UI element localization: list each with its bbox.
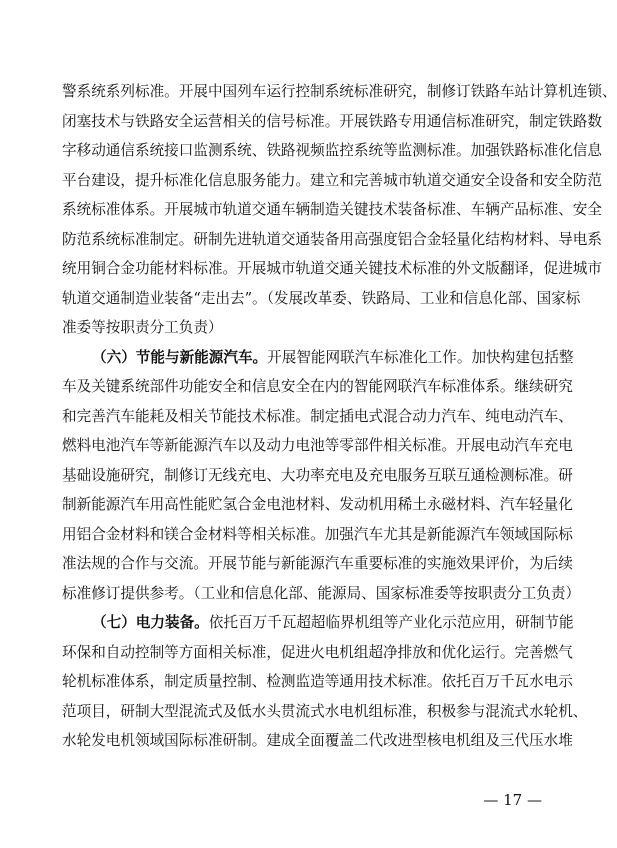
text-line: 轨道交通制造业装备“走出去”。（发展改革委、铁路局、工业和信息化部、国家标 (62, 289, 581, 307)
text-line: 标准修订提供参考。（工业和信息化部、能源局、国家标准委等按职责分工负责） (62, 584, 581, 602)
text-line: 水轮发电机领域国际标准研制。建成全面覆盖二代改进型核电机组及三代压水堆 (62, 732, 573, 749)
text-line: 准委等按职责分工负责） (62, 319, 223, 336)
text-line: 字移动通信系统接口监测系统、铁路视频监控系统等监测标准。加强铁路标准化信息 (62, 142, 602, 159)
text-line: 统用铜合金功能材料标准。开展城市轨道交通关键技术标准的外文版翻译，促进城市 (62, 260, 602, 277)
section-heading-power-equipment: （七）电力装备。 (92, 614, 209, 631)
text-line: 用铝合金材料和镁合金材料等相关标准。加强汽车尤其是新能源汽车领域国际标 (62, 525, 573, 543)
page-number: — 17 — (483, 791, 542, 809)
text-line: 平台建设，提升标准化信息服务能力。建立和完善城市轨道交通安全设备和安全防范 (62, 171, 602, 189)
text-line-rest: 开展智能网联汽车标准化工作。加快构建包括整 (267, 348, 574, 366)
section-heading-energy-vehicles: （六）节能与新能源汽车。 (92, 348, 268, 366)
body-text (62, 77, 617, 756)
text-line-rest: 依托百万千瓦超超临界机组等产业化示范应用，研制节能 (208, 614, 574, 631)
text-line: 准法规的合作与交流。开展节能与新能源汽车重要标准的实施效果评价，为后续 (62, 555, 573, 572)
text-line: 制新能源汽车用高性能贮氢合金电池材料、发动机用稀土永磁材料、汽车轻量化 (62, 496, 573, 513)
text-line: 范项目，研制大型混流式及低水头贯流式水电机组标准，积极参与混流式水轮机、 (62, 702, 588, 720)
text-line: 系统标准体系。开展城市轨道交通车辆制造关键技术装备标准、车辆产品标准、安全 (62, 201, 602, 218)
text-line: 防范系统标准制定。研制先进轨道交通装备用高强度铝合金轻量化结构材料、导电系 (62, 230, 602, 248)
text-line: 和完善汽车能耗及相关节能技术标准。制定插电式混合动力汽车、纯电动汽车、 (62, 407, 573, 425)
text-line: 车及关键系统部件功能安全和信息安全在内的智能网联汽车标准体系。继续研究 (62, 378, 573, 395)
text-line: 闭塞技术与铁路安全运营相关的信号标准。开展铁路专用通信标准研究，制定铁路数 (62, 112, 602, 130)
text-line: 燃料电池汽车等新能源汽车以及动力电池等零部件相关标准。开展电动汽车充电 (62, 437, 573, 454)
text-line: 轮机标准体系，制定质量控制、检测监造等通用技术标准。依托百万千瓦水电示 (62, 673, 573, 690)
text-line: 警系统系列标准。开展中国列车运行控制系统标准研究，制修订铁路车站计算机连锁、 (62, 83, 617, 100)
text-line: 基础设施研究，制修订无线充电、大功率充电及充电服务互联互通检测标准。研 (62, 466, 573, 484)
paragraph-first-line (62, 608, 574, 638)
paragraph-first-line (62, 343, 574, 373)
text-line: 环保和自动控制等方面相关标准，促进火电机组超净排放和优化运行。完善燃气 (62, 643, 573, 661)
